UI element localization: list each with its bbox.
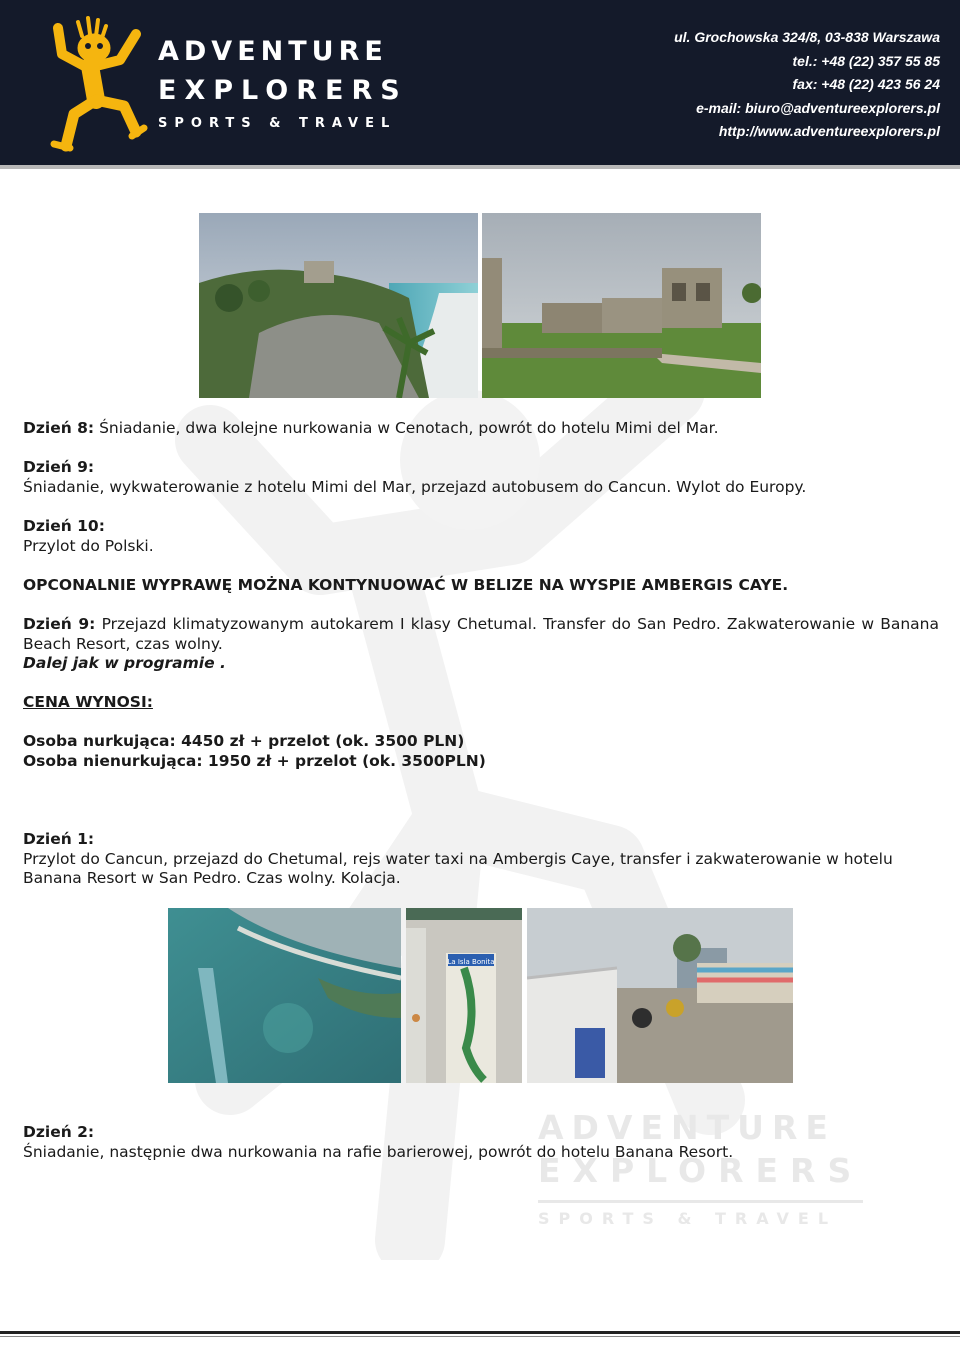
- brand-name-line1: ADVENTURE: [158, 36, 388, 67]
- footer-divider-thin: [0, 1336, 960, 1337]
- price-diver: Osoba nurkująca: 4450 zł + przelot (ok. 3500 PLN): [23, 732, 465, 750]
- aerial-sea-photo: [168, 908, 401, 1083]
- header-divider: [0, 165, 960, 169]
- contact-email[interactable]: e-mail: biuro@adventureexplorers.pl: [696, 99, 940, 116]
- belize-day2-label: Dzień 2:: [23, 1123, 95, 1141]
- day9-paragraph: [23, 458, 939, 497]
- day8-paragraph: [23, 419, 939, 439]
- day9-text: Śniadanie, wykwaterowanie z hotelu Mimi del Mar, przejazd autobusem do Cancun. Wylot do Europy.: [23, 477, 807, 496]
- brand-name-line2: EXPLORERS: [158, 75, 408, 106]
- island-map-sign-photo: [406, 908, 522, 1083]
- continue-note: Dalej jak w programie .: [23, 654, 226, 672]
- contact-block: [674, 26, 940, 144]
- price-non-diver: Osoba nienurkująca: 1950 zł + przelot (ok. 3500PLN): [23, 752, 486, 770]
- day10-label: Dzień 10:: [23, 517, 105, 535]
- watermark-brand-line2: EXPLORERS: [538, 1151, 864, 1190]
- sign-title: La Isla Bonita: [447, 958, 495, 966]
- footer-divider: [0, 1331, 960, 1334]
- day9-label: Dzień 9:: [23, 458, 95, 476]
- contact-phone: tel.: +48 (22) 357 55 85: [792, 52, 940, 69]
- tulum-ruins-photo: [482, 213, 761, 398]
- page-header: [0, 0, 960, 165]
- day10-paragraph: [23, 517, 939, 556]
- belize-day9-paragraph: [23, 615, 939, 654]
- san-pedro-street-photo: [527, 908, 793, 1083]
- watermark-brand-line1: ADVENTURE: [538, 1108, 836, 1147]
- belize-day2-text: Śniadanie, następnie dwa nurkowania na rafie barierowej, powrót do hotelu Banana Resort.: [23, 1142, 734, 1161]
- day10-text: Przylot do Polski.: [23, 536, 154, 555]
- belize-day1-paragraph: [23, 830, 939, 889]
- adventure-figure-logo-icon: [48, 14, 148, 154]
- belize-day9-label: Dzień 9:: [23, 615, 96, 633]
- contact-fax: fax: +48 (22) 423 56 24: [792, 76, 940, 92]
- brand-tagline: SPORTS & TRAVEL: [158, 116, 397, 131]
- day8-label: Dzień 8:: [23, 419, 95, 437]
- belize-day2-paragraph: [23, 1123, 939, 1162]
- contact-address: ul. Grochowska 324/8, 03-838 Warszawa: [674, 29, 940, 45]
- watermark-brand-line3: SPORTS & TRAVEL: [538, 1200, 863, 1228]
- belize-day1-label: Dzień 1:: [23, 830, 95, 848]
- tulum-coast-photo: [199, 213, 478, 398]
- belize-day9-text: Przejazd klimatyzowanym autokarem I klasy Chetumal. Transfer do San Pedro. Zakwaterowanie w Banana Beach Resort, czas wolny.: [23, 615, 939, 653]
- contact-website[interactable]: http://www.adventureexplorers.pl: [718, 123, 940, 139]
- day8-text: Śniadanie, dwa kolejne nurkowania w Cenotach, powrót do hotelu Mimi del Mar.: [99, 419, 719, 437]
- optional-heading: OPCONALNIE WYPRAWĘ MOŻNA KONTYNUOWAĆ W BELIZE NA WYSPIE AMBERGIS CAYE.: [23, 576, 789, 594]
- belize-day1-text: Przylot do Cancun, przejazd do Chetumal, rejs water taxi na Ambergis Caye, transfer i zakwaterowanie w hotelu Banana Resort w San Pedro. Czas wolny. Kolacja.: [23, 849, 893, 887]
- price-heading: CENA WYNOSI:: [23, 693, 153, 711]
